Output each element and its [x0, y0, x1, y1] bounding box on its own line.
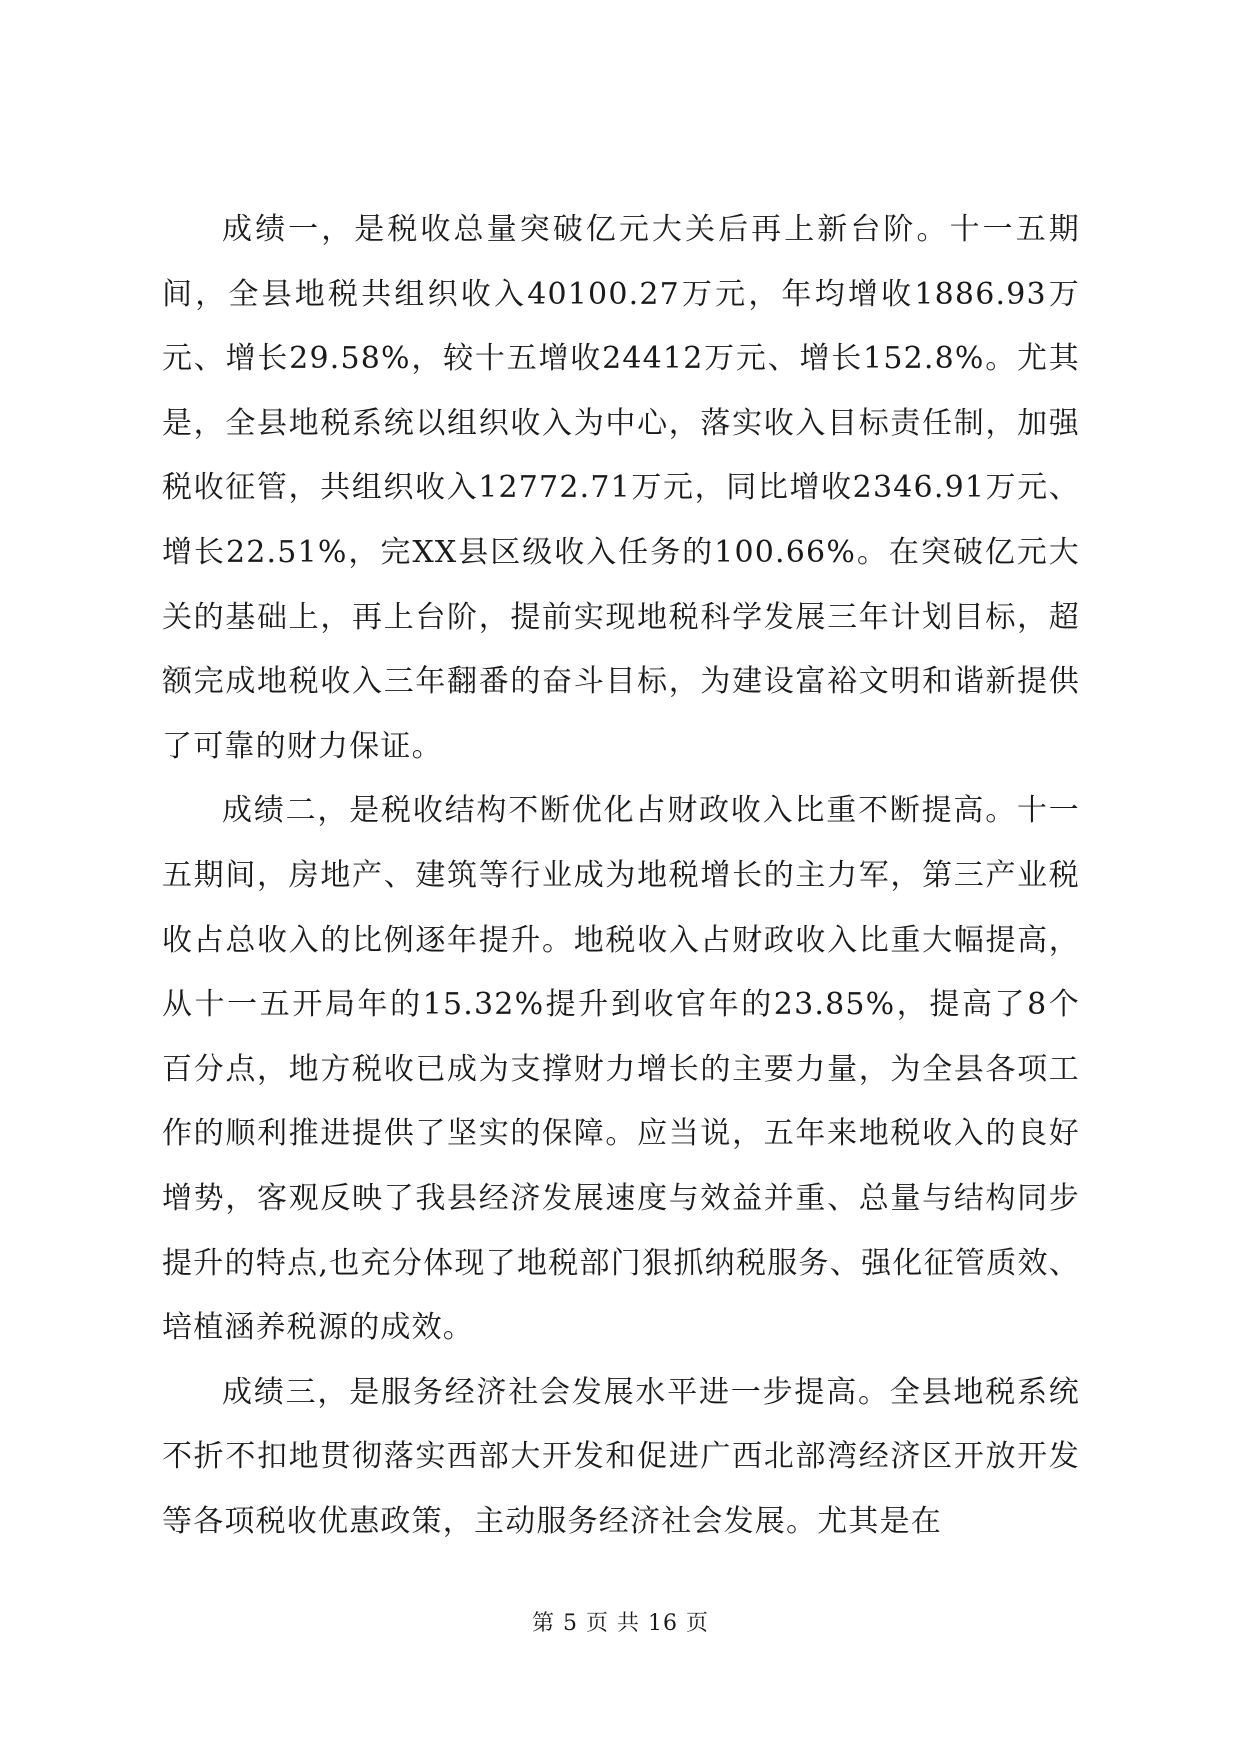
- document-body: [162, 198, 1080, 1554]
- paragraph-achievement-two: 成绩二，是税收结构不断优化占财政收入比重不断提高。十一五期间，房地产、建筑等行业成为地税增长的主力军，第三产业税收占总收入的比例逐年提升。地税收入占财政收入比重大幅提高，从十一五开局年的15.32%提升到收官年的23.85%，提高了8个百分点，地方税收已成为支撑财力增长的主要力量，为全县各项工作的顺利推进提供了坚实的保障。应当说，五年来地税收入的良好增势，客观反映了我县经济发展速度与效益并重、总量与结构同步提升的特点,也充分体现了地税部门狠抓纳税服务、强化征管质效、培植涵养税源的成效。: [162, 793, 1080, 1346]
- paragraph-achievement-one: 成绩一，是税收总量突破亿元大关后再上新台阶。十一五期间，全县地税共组织收入40100.27万元，年均增收1886.93万元、增长29.58%，较十五增收24412万元、增长152.8%。尤其是，全县地税系统以组织收入为中心，落实收入目标责任制，加强税收征管，共组织收入12772.71万元，同比增收2346.91万元、增长22.51%，完XX县区级收入任务的100.66%。在突破亿元大关的基础上，再上台阶，提前实现地税科学发展三年计划目标，超额完成地税收入三年翻番的奋斗目标，为建设富裕文明和谐新提供了可靠的财力保证。: [162, 212, 1080, 764]
- page-number-footer: 第 5 页 共 16 页: [532, 1611, 709, 1636]
- paragraph-achievement-three: 成绩三，是服务经济社会发展水平进一步提高。全县地税系统不折不扣地贯彻落实西部大开发和促进广西北部湾经济区开放开发等各项税收优惠政策，主动服务经济社会发展。尤其是在: [162, 1374, 1080, 1539]
